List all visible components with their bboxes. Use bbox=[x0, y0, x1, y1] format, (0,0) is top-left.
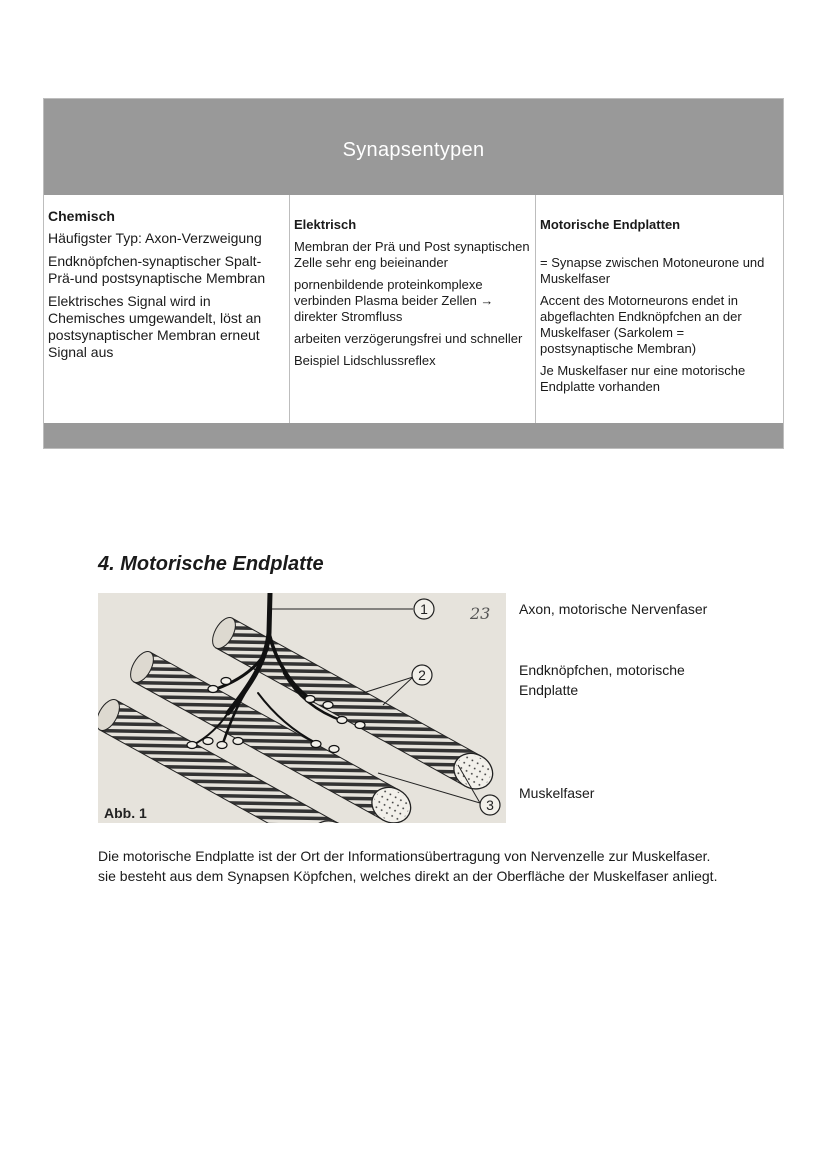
description-paragraph: Die motorische Endplatte ist der Ort der Informationsübertragung von Nervenzelle zur Muskelfaser. bbox=[98, 848, 711, 864]
figure-scribble: 23 bbox=[470, 604, 491, 623]
motor-endplate-item: = Synapse zwischen Motoneurone und Muskelfaser bbox=[540, 255, 765, 286]
chemical-item: Elektrisches Signal wird in Chemisches umgewandelt, löst an postsynaptischer Membran erneut Signal aus bbox=[48, 293, 262, 360]
electrical-item: Membran der Prä und Post synaptischen Zelle sehr eng beieinander bbox=[294, 239, 530, 270]
electrical-item: Beispiel Lidschlussreflex bbox=[294, 353, 436, 368]
motor-endplate-item: Je Muskelfaser nur eine motorische Endplatte vorhanden bbox=[540, 363, 746, 394]
motor-endplate-item: Accent des Motorneurons endet in abgeflachten Endknöpfchen an der Muskelfaser (Sarkolem = postsynaptische Membran) bbox=[540, 293, 742, 356]
table-footer bbox=[44, 423, 783, 448]
marker-3-label: 3 bbox=[486, 797, 494, 813]
column-heading-electrical: Elektrisch bbox=[294, 217, 357, 232]
table-header bbox=[44, 99, 783, 195]
column-motor-endplate bbox=[536, 195, 783, 424]
figure-caption: Abb. 1 bbox=[104, 805, 147, 821]
electrical-item: arbeiten verzögerungsfrei und schneller bbox=[294, 331, 523, 346]
figure-drawing bbox=[98, 593, 506, 823]
description-paragraph: sie besteht aus dem Synapsen Köpfchen, welches direkt an der Oberfläche der Muskelfaser anliegt. bbox=[98, 868, 718, 884]
marker-2 bbox=[412, 665, 432, 685]
marker-2-label: 2 bbox=[418, 667, 426, 683]
column-heading-chemical: Chemisch bbox=[48, 208, 115, 224]
marker-3 bbox=[480, 795, 500, 815]
column-chemical bbox=[44, 195, 290, 424]
label-axon: Axon, motorische Nervenfaser bbox=[519, 601, 708, 617]
column-heading-motor-endplate: Motorische Endplatten bbox=[540, 217, 681, 232]
synapse-types-table bbox=[43, 98, 784, 449]
motor-endplate-figure bbox=[98, 593, 506, 823]
marker-1-label: 1 bbox=[420, 601, 428, 617]
column-electrical bbox=[290, 195, 536, 424]
label-end-knob: Endknöpfchen, motorische Endplatte bbox=[519, 662, 685, 698]
label-muscle-fiber: Muskelfaser bbox=[519, 785, 595, 801]
chemical-item: Häufigster Typ: Axon-Verzweigung bbox=[48, 230, 262, 246]
table-title: Synapsentypen bbox=[342, 138, 485, 161]
description-text bbox=[98, 846, 748, 886]
figure-paper bbox=[98, 593, 506, 823]
section-heading: 4. Motorische Endplatte bbox=[98, 553, 324, 575]
chemical-item: Endknöpfchen-synaptischer Spalt-Prä-und postsynaptische Membran bbox=[48, 253, 266, 286]
electrical-item: pornenbildende proteinkomplexe verbinden Plasma beider Zellen → direkter Stromfluss bbox=[294, 277, 494, 324]
marker-1 bbox=[414, 599, 434, 619]
